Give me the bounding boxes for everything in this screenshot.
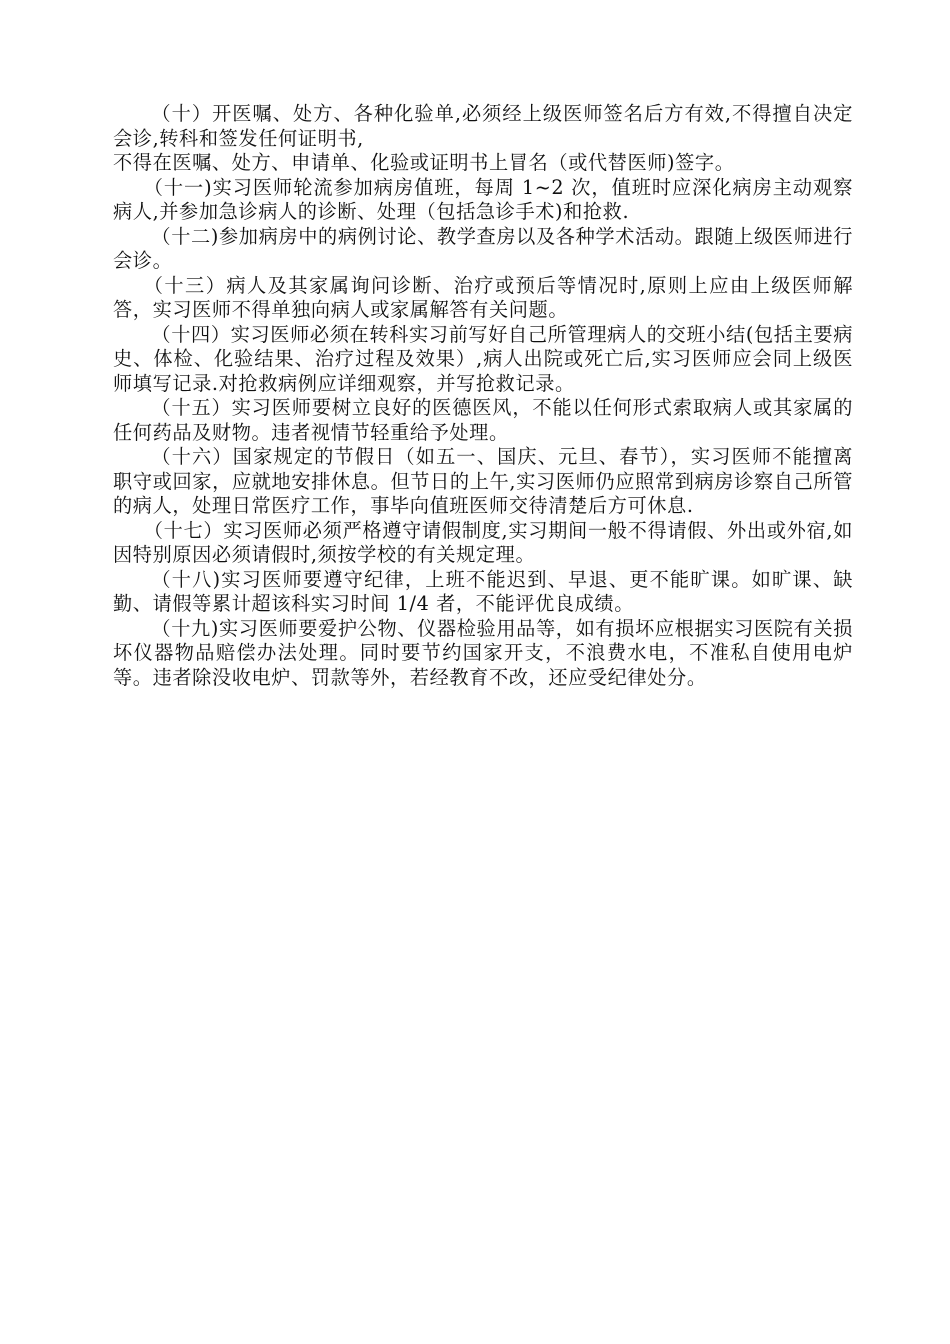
paragraph-18: （十八)实习医师要遵守纪律，上班不能迟到、早退、更不能旷课。如旷课、缺勤、请假等累计超该科实习时间 1/4 者，不能评优良成绩。 <box>113 567 853 615</box>
paragraph-13: （十三）病人及其家属询问诊断、治疗或预后等情况时,原则上应由上级医师解答，实习医师不得单独向病人或家属解答有关问题。 <box>113 273 853 321</box>
paragraph-12: （十二)参加病房中的病例讨论、教学查房以及各种学术活动。跟随上级医师进行会诊。 <box>113 224 853 272</box>
paragraph-14: （十四）实习医师必须在转科实习前写好自己所管理病人的交班小结(包括主要病史、体检、化验结果、治疗过程及效果）,病人出院或死亡后,实习医师应会同上级医师填写记录.对抢救病例应详细观察，并写抢救记录。 <box>113 322 853 395</box>
paragraph-19: （十九)实习医师要爱护公物、仪器检验用品等，如有损坏应根据实习医院有关损坏仪器物品赔偿办法处理。同时要节约国家开支，不浪费水电，不准私自使用电炉等。违者除没收电炉、罚款等外，若经教育不改，还应受纪律处分。 <box>113 616 853 689</box>
document-body <box>113 102 853 690</box>
paragraph-17: （十七）实习医师必须严格遵守请假制度,实习期间一般不得请假、外出或外宿,如因特别原因必须请假时,须按学校的有关规定理。 <box>113 518 853 566</box>
paragraph-16: （十六）国家规定的节假日（如五一、国庆、元旦、春节），实习医师不能擅离职守或回家，应就地安排休息。但节日的上午,实习医师仍应照常到病房诊察自己所管的病人，处理日常医疗工作，事毕向值班医师交待清楚后方可休息. <box>113 445 853 517</box>
paragraph-11: （十一)实习医师轮流参加病房值班，每周 1~2 次，值班时应深化病房主动观察病人,并参加急诊病人的诊断、处理（包括急诊手术)和抢救. <box>113 175 853 223</box>
paragraph-15: （十五）实习医师要树立良好的医德医风，不能以任何形式索取病人或其家属的任何药品及财物。违者视情节轻重给予处理。 <box>113 396 853 444</box>
paragraph-10-continued: 不得在医嘱、处方、申请单、化验或证明书上冒名（或代替医师)签字。 <box>113 151 735 174</box>
paragraph-10: （十）开医嘱、处方、各种化验单,必须经上级医师签名后方有效,不得擅自决定会诊,转科和签发任何证明书, <box>113 102 853 150</box>
